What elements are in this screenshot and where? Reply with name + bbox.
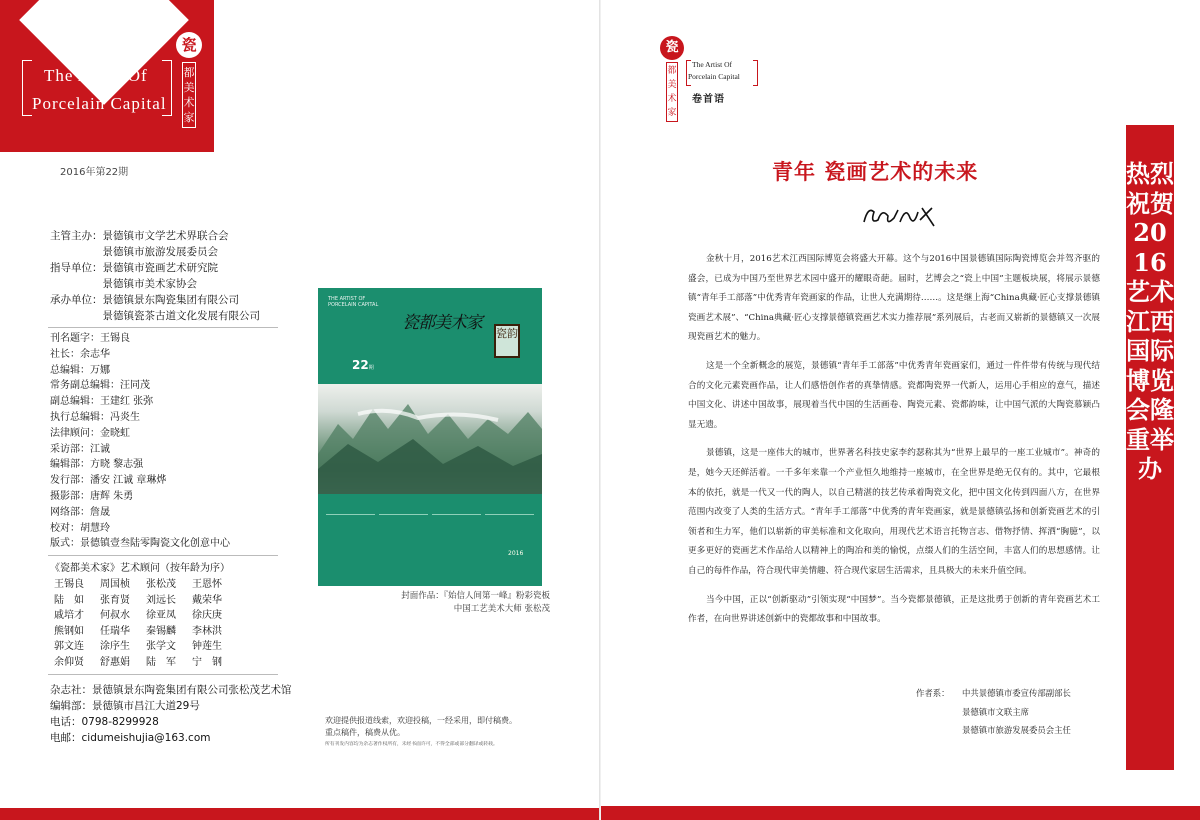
right-footer-bar — [601, 806, 1200, 820]
cover-caption — [388, 590, 550, 616]
staff-line: 采访部：江诚 — [50, 443, 110, 455]
cover-number: 22 — [352, 358, 369, 372]
cover-title: 瓷都美术家 — [402, 313, 482, 333]
vertical-banner — [1126, 125, 1174, 770]
advisor-name: 钟莲生 — [192, 641, 222, 652]
publisher-line: 杂志社：景德镇景东陶瓷集团有限公司张松茂艺术馆 — [50, 684, 292, 696]
staff-line: 摄影部：唐辉 朱勇 — [50, 490, 134, 502]
staff-list — [50, 331, 230, 552]
header-logo — [686, 60, 758, 88]
staff-line: 刊名题字：王锡良 — [50, 333, 130, 344]
cover-number-suffix: 期 — [368, 365, 374, 371]
advisor-name: 余仰贤 — [54, 656, 84, 668]
credit-line: 主管主办：景德镇市文学艺术界联合会 — [50, 230, 229, 242]
article-paragraph: 金秋十月，2016艺术江西国际博览会将盛大开幕。这个与2016中国景德镇国际陶瓷博览会并驾齐驱的盛会，已成为中国乃至世界艺术园中盛开的耀眼奇葩。届时，艺博会之“瓷上中国”主题板块展，将展示景德镇“青年手工部落”中优秀青年瓷画家的作品，让世人充满期待……。这是继上海“China典藏·匠心支撑景德镇瓷画艺术展”、“China典藏·匠心支撑景德镇瓷画艺术实力推荐展”系列展后，古老而又崭新的景德镇又一次展现瓷画艺术的魅力。 — [688, 254, 1100, 343]
advisors-grid — [54, 577, 232, 670]
advisor-name: 徐庆庚 — [192, 610, 222, 621]
advisors-title: 《瓷都美术家》艺术顾问（按年龄为序） — [50, 563, 230, 574]
advisor-name: 陆 如 — [54, 594, 84, 606]
staff-line: 总编辑：万娜 — [50, 364, 110, 376]
cover-contents-strip — [326, 514, 534, 528]
logo-line-1: The Artist Of — [44, 66, 148, 85]
cover-year: 2016 — [508, 550, 524, 557]
advisor-name: 刘远长 — [146, 594, 176, 606]
caption-line: 中国工艺美术大师 张松茂 — [453, 604, 550, 614]
advisor-name: 郭文连 — [54, 641, 84, 652]
author-note — [916, 684, 1071, 740]
submission-notice — [325, 715, 605, 751]
staff-line: 执行总编辑：冯炎生 — [50, 411, 140, 423]
seal-porcelain-icon: 瓷 — [660, 36, 684, 60]
advisor-name: 陆 军 — [146, 656, 176, 668]
staff-line: 副总编辑：王建红 张弥 — [50, 396, 154, 408]
logo-right-bracket — [753, 60, 758, 86]
advisor-name: 熊钢如 — [54, 625, 84, 637]
credit-line: 景德镇市旅游发展委员会 — [50, 246, 218, 258]
cover-issue-number — [352, 358, 374, 372]
advisor-name: 张松茂 — [146, 579, 176, 590]
cover-small-title: THE ARTIST OF PORCELAIN CAPITAL — [328, 296, 379, 308]
credit-line: 承办单位：景德镇景东陶瓷集团有限公司 — [50, 294, 239, 306]
staff-line: 法律顾问：金晓虹 — [50, 427, 130, 439]
author-role: 中共景德镇市委宣传部副部长 — [962, 688, 1071, 698]
credit-line: 指导单位：景德镇市瓷画艺术研究院 — [50, 262, 218, 274]
staff-line: 校对：胡慧玲 — [50, 522, 110, 534]
publisher-block — [50, 682, 292, 746]
advisors-block — [50, 561, 232, 670]
staff-line: 编辑部：方晓 黎志强 — [50, 459, 144, 471]
signature-icon — [860, 200, 940, 234]
article-body — [688, 250, 1100, 639]
seal-vertical-text: 都美术家 — [182, 62, 196, 128]
staff-line: 社长：余志华 — [50, 348, 110, 360]
copyright-notice: 所有刊发内容均为杂志著作权所有，未经书面许可，不得全部或部分翻译或转载。 — [325, 742, 498, 747]
divider — [48, 327, 278, 328]
publisher-line: 电话：0798-8299928 — [50, 716, 159, 728]
vertical-banner-text: 热烈祝贺2016艺术江西国际博览会隆重举办 — [1126, 159, 1174, 483]
advisor-name: 张育贤 — [100, 594, 130, 606]
divider — [48, 674, 278, 675]
seal-porcelain-icon: 瓷 — [176, 32, 202, 58]
page-fold — [599, 0, 601, 820]
article-paragraph: 当今中国，正以“创新驱动”引领实现“中国梦”。当今瓷都景德镇，正是这批勇于创新的青年瓷画艺术工作者，在向世界讲述创新中的瓷都故事和中国故事。 — [688, 594, 1100, 625]
advisor-name: 徐亚凤 — [146, 610, 176, 621]
landscape-mountains-icon — [318, 384, 542, 494]
issue-number: 2016年第22期 — [60, 167, 129, 178]
logo-left-bracket — [22, 60, 32, 116]
advisor-name: 戚培才 — [54, 610, 84, 621]
advisor-name: 张学文 — [146, 641, 176, 652]
credit-line: 景德镇市美术家协会 — [50, 278, 197, 290]
advisor-name: 李林洪 — [192, 625, 222, 637]
credit-line: 景德镇瓷茶古道文化发展有限公司 — [50, 310, 260, 322]
article-paragraph: 景德镇，这是一座伟大的城市，世界著名科技史家李约瑟称其为“世界上最早的一座工业城市”。神奇的是，她今天还鲜活着。一千多年来靠一个产业恒久地维持一座城市，在全世界是绝无仅有的。其中，它最根本的依托，就是一代又一代的陶人，以自己精湛的技艺传承着陶瓷文化，把中国文化传到四面八方，在世界范围内改变了人类的生活方式。“青年手工部落”中优秀的青年瓷画家，就是景德镇弘扬和创新瓷画艺术的引领者和生力军，他们以崭新的审美标准和文化取向，用现代艺术语言托物言志、借物抒情、挥洒“胸臆”，以更多更好的瓷画艺术作品给人以精神上的陶冶和美的愉悦，点缀人们的生活空间，丰富人们的思想感情。让自己的每件作品，符合现代审美情趣、符合现代家居生活需求，且具极大的未来升值空间。 — [688, 448, 1100, 576]
advisor-name: 秦锡麟 — [146, 625, 176, 637]
advisor-name: 何叔水 — [100, 610, 130, 621]
seal-vertical-text: 都美术家 — [666, 62, 678, 122]
staff-line: 发行部：潘安 江诚 章琳烨 — [50, 475, 167, 487]
logo-line-2: Porcelain Capital — [32, 94, 167, 113]
cover-landscape-painting — [318, 384, 542, 494]
notice-line: 重点稿件，稿费从优。 — [325, 728, 405, 737]
masthead-logo — [22, 60, 172, 122]
advisor-name: 王恩怀 — [192, 579, 222, 590]
cover-thumbnail — [318, 288, 542, 586]
article-paragraph: 这是一个全新概念的展览，景德镇“青年手工部落”中优秀青年瓷画家们，通过一件件带有传统与现代结合的文化元素瓷画作品，让人们感悟创作者的真挚情感。瓷都陶瓷界一代新人，运用心手相应的意气，描述中国文化、讲述中国故事，展现着当代中国的生活画卷、陶瓷元素、瓷都韵味，让中国气派的大陶瓷慕颖凸显无遗。 — [688, 360, 1100, 430]
credits-block — [50, 228, 260, 324]
notice-line: 欢迎提供报道线索，欢迎投稿，一经采用，即付稿费。 — [325, 716, 517, 725]
advisor-name: 王锡良 — [54, 579, 84, 590]
advisor-name: 舒惠娟 — [100, 656, 130, 668]
publisher-line: 编辑部：景德镇市昌江大道29号 — [50, 700, 200, 712]
article-headline: 青年 瓷画艺术的未来 — [772, 159, 979, 184]
advisor-name: 戴荣华 — [192, 594, 222, 606]
divider — [48, 555, 278, 556]
logo-line-2: Porcelain Capital — [688, 72, 740, 81]
staff-line: 常务副总编辑：汪同茂 — [50, 380, 150, 392]
author-role: 景德镇市文联主席 — [962, 706, 1029, 717]
author-role: 景德镇市旅游发展委员会主任 — [962, 725, 1071, 736]
left-footer-bar — [0, 808, 599, 820]
caption-line: 封面作品：『始信人间第一峰』粉彩瓷板 — [401, 591, 550, 601]
section-title: 卷首语 — [692, 94, 725, 105]
advisor-name: 涂序生 — [100, 641, 130, 652]
staff-line: 网络部：詹晟 — [50, 506, 110, 518]
advisor-name: 宁 钢 — [192, 656, 222, 668]
staff-line: 版式：景德镇壹叁陆零陶瓷文化创意中心 — [50, 538, 230, 550]
publisher-email: 电邮：cidumeishujia@163.com — [50, 732, 211, 744]
author-label: 作者系： — [916, 688, 950, 698]
advisor-name: 任瑞华 — [100, 625, 130, 637]
cover-seal-icon: 瓷韵 — [494, 324, 520, 358]
logo-line-1: The Artist Of — [692, 60, 732, 69]
masthead-red-block — [0, 0, 214, 152]
advisor-name: 周国桢 — [100, 579, 130, 590]
